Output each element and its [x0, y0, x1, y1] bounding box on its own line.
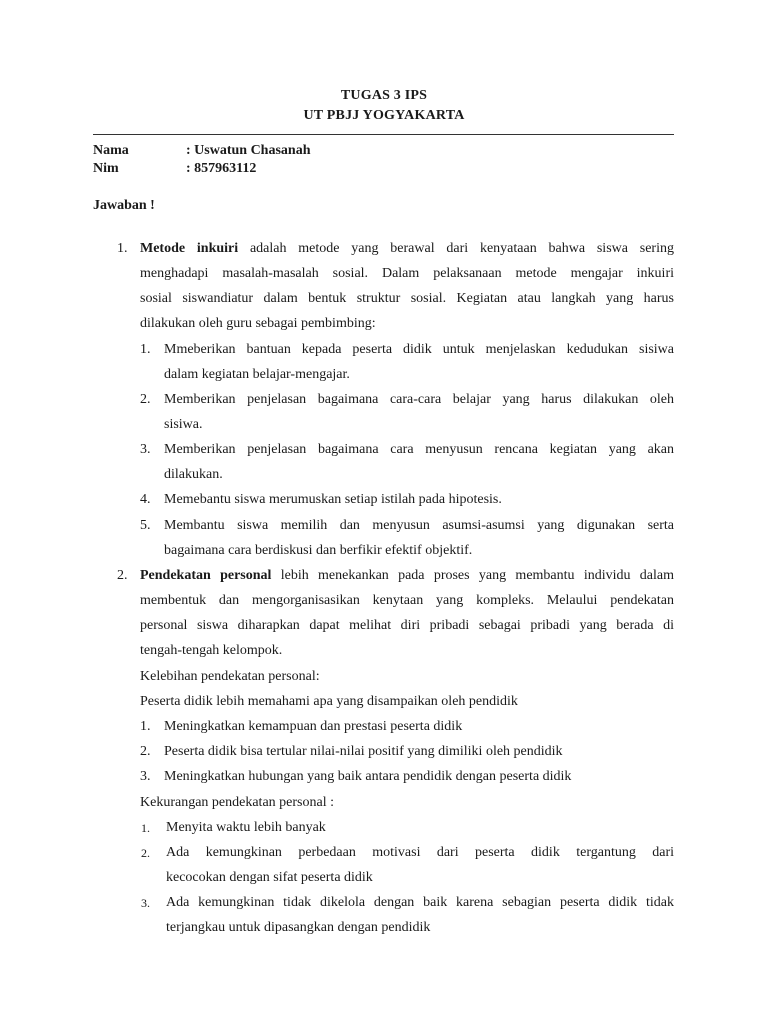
step-number: 4. [140, 492, 151, 507]
disadvantage-number: 2. [141, 846, 150, 860]
step-line: bagaimana cara berdiskusi dan berfikir efektif objektif. [164, 543, 473, 558]
step-line: Memberikan penjelasan bagaimana cara-cara belajar yang harus dilakukan oleh [164, 392, 674, 407]
step-line: sisiwa. [164, 417, 203, 432]
advantage-text: Meningkatkan kemampuan dan prestasi peserta didik [164, 719, 463, 734]
item-term: Pendekatan personal [140, 568, 272, 583]
item-number: 1. [117, 241, 128, 256]
item-paragraph-line: sosial siswandiatur dalam bentuk struktur sosial. Kegiatan atau langkah yang harus [140, 291, 674, 306]
item-paragraph-line: membentuk dan mengorganisasikan kenytaan yang kompleks. Melaului pendekatan [140, 593, 674, 608]
answer-heading: Jawaban ! [93, 198, 155, 213]
step-line: Memebantu siswa merumuskan setiap istilah pada hipotesis. [164, 492, 502, 507]
item-term: Metode inkuiri [140, 241, 239, 256]
item-paragraph-line: Pendekatan personal lebih menekankan pada proses yang membantu individu dalam [140, 568, 675, 583]
disadvantage-line: Ada kemungkinan tidak dikelola dengan baik karena sebagian peserta didik tidak [166, 895, 674, 910]
item-paragraph-line: dilakukan oleh guru sebagai pembimbing: [140, 316, 376, 331]
step-number: 3. [140, 442, 151, 457]
advantage-text: Peserta didik bisa tertular nilai-nilai positif yang dimiliki oleh pendidik [164, 744, 563, 759]
advantages-heading: Kelebihan pendekatan personal: [140, 669, 320, 684]
header-divider [93, 134, 674, 135]
disadvantage-number: 1. [141, 821, 150, 835]
disadvantages-heading: Kekurangan pendekatan personal : [140, 795, 334, 810]
item-paragraph-line: tengah-tengah kelompok. [140, 643, 283, 658]
document-subtitle: UT PBJJ YOGYAKARTA [303, 108, 465, 123]
item-paragraph-line: personal siswa diharapkan dapat melihat diri pribadi sebagai pribadi yang berada di [140, 618, 674, 633]
name-value: : Uswatun Chasanah [186, 143, 311, 158]
step-line: Mmeberikan bantuan kepada peserta didik untuk menjelaskan kedudukan sisiwa [164, 342, 674, 357]
disadvantage-number: 3. [141, 896, 150, 910]
step-line: Memberikan penjelasan bagaimana cara menyusun rencana kegiatan yang akan [164, 442, 674, 457]
disadvantage-line: Ada kemungkinan perbedaan motivasi dari peserta didik tergantung dari [166, 845, 674, 860]
nim-label: Nim [93, 161, 119, 176]
nim-field [93, 161, 256, 177]
step-line: dalam kegiatan belajar-mengajar. [164, 367, 350, 382]
advantage-number: 3. [140, 769, 151, 784]
advantage-number: 1. [140, 719, 151, 734]
disadvantage-line: Menyita waktu lebih banyak [166, 820, 326, 835]
advantages-intro: Peserta didik lebih memahami apa yang disampaikan oleh pendidik [140, 694, 518, 709]
name-label: Nama [93, 143, 129, 158]
advantage-text: Meningkatkan hubungan yang baik antara pendidik dengan peserta didik [164, 769, 572, 784]
disadvantage-line: kecocokan dengan sifat peserta didik [166, 870, 373, 885]
step-number: 1. [140, 342, 151, 357]
name-field [93, 143, 310, 159]
step-number: 5. [140, 518, 151, 533]
item-paragraph-line: menghadapi masalah-masalah sosial. Dalam pelaksanaan metode mengajar inkuiri [140, 266, 674, 281]
step-number: 2. [140, 392, 151, 407]
document-title: TUGAS 3 IPS [340, 88, 428, 103]
disadvantage-line: terjangkau untuk dipasangkan dengan pendidik [166, 920, 431, 935]
advantage-number: 2. [140, 744, 151, 759]
step-line: Membantu siswa memilih dan menyusun asumsi-asumsi yang digunakan serta [164, 518, 674, 533]
nim-value: : 857963112 [186, 161, 257, 176]
item-paragraph-line: Metode inkuiri adalah metode yang berawal dari kenyataan bahwa siswa sering [140, 241, 674, 256]
step-line: dilakukan. [164, 467, 223, 482]
item-number: 2. [117, 568, 128, 583]
